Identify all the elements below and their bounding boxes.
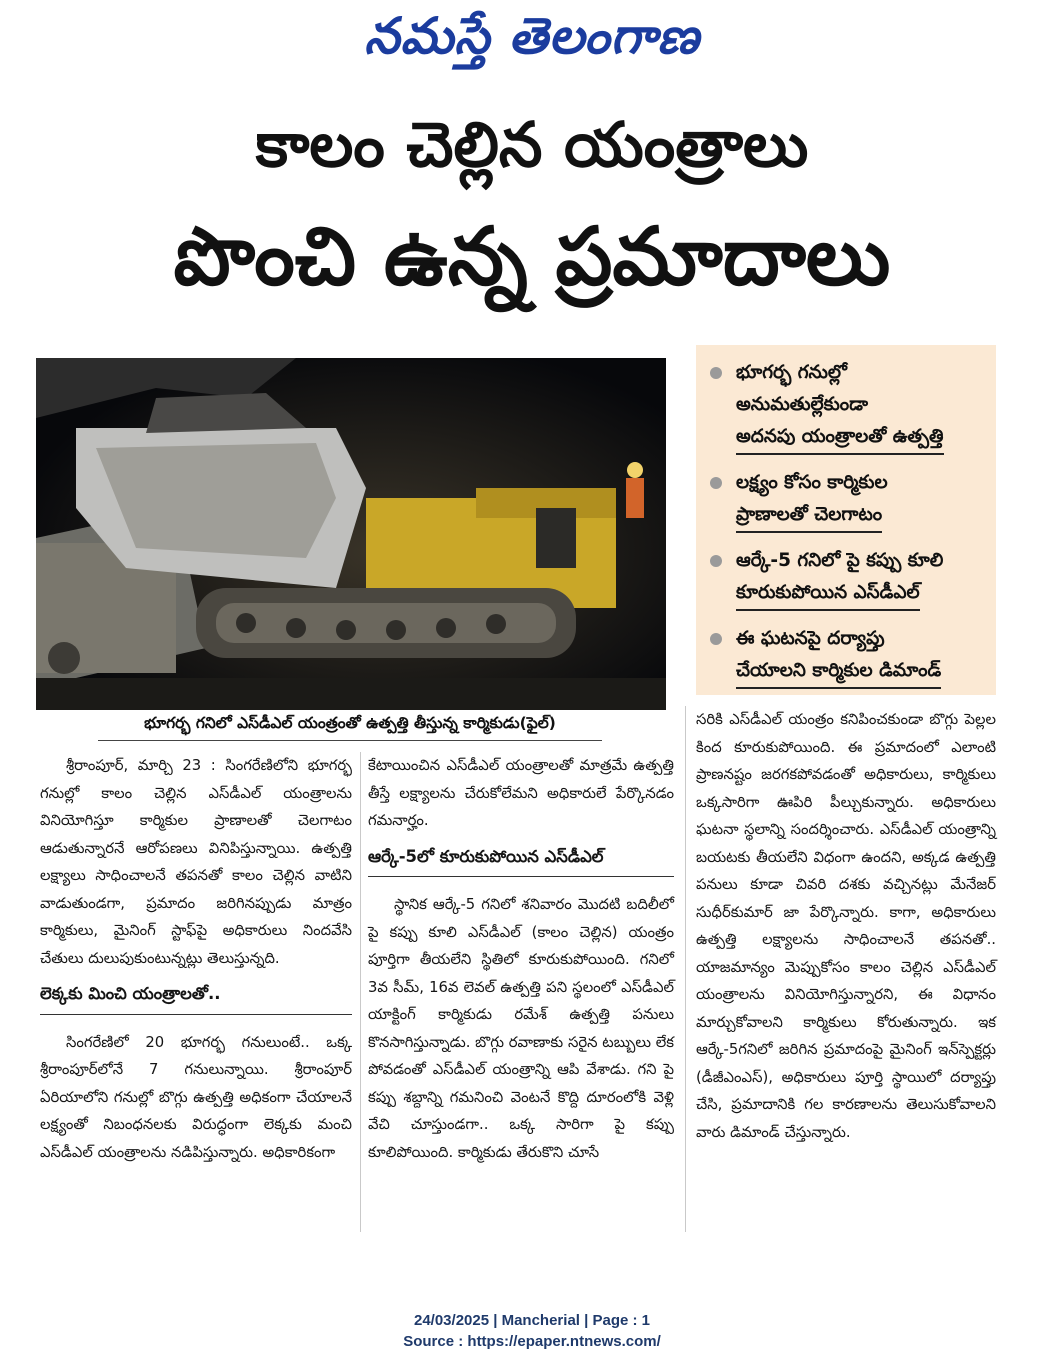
photo-caption: భూగర్భ గనిలో ఎస్‌డీఎల్ యంత్రంతో ఉత్పత్తి తీస్తున్న కార్మికుడు(ఫైల్) (98, 714, 602, 741)
highlight-line: ఈ ఘటనపై దర్యాప్తు (736, 628, 885, 649)
article-paragraph: కేటాయించిన ఎస్‌డీఎల్ యంత్రాలతో మాత్రమే ఉత్పత్తి తీస్తే లక్ష్యాలను చేరుకోలేమని అధికారులే పేర్కొనడం గమనార్హం. (368, 757, 674, 829)
bullet-icon (710, 477, 722, 489)
article-subheading: లెక్కకు మించి యంత్రాలతో.. (40, 980, 352, 1015)
highlight-line: చేయాలని కార్మికుల డిమాండ్ (736, 655, 941, 689)
article-paragraph: సరికి ఎస్‌డీఎల్ యంత్రం కనిపించకుండా బొగ్గు పెల్లల కింద కూరుకుపోయింది. ఈ ప్రమాదంలో ఎలాంటి ప్రాణనష్టం జరగకపోవడంతో అధికారులు, కార్మికులు ఒక్కసారిగా ఊపిరి పీల్చుకున్నారు. అధికారులు ఘటనా స్థలాన్ని సందర్శించారు. ఎస్‌డీఎల్ యంత్రాన్ని బయటకు తీయలేని విధంగా ఉందని, అక్కడ ఉత్పత్తి పనులు కూడా చివరి దశకు వచ్చినట్లు మేనేజర్ సుధీర్‌కుమార్ జా పేర్కొన్నారు. కాగా, అధికారులు ఉత్పత్తి లక్ష్యాలను సాధించాలనే తపనతో.. యాజమాన్యం మెప్పుకోసం కాలం చెల్లిన ఎస్‌డీఎల్ యంత్రాలను వినియోగిస్తున్నారని, ఈ విధానం మార్చుకోవాలని కార్మికులు కోరుతున్నారు. ఇక ఆర్కే-5గనిలో జరిగిన ప్రమాదంపై మైనింగ్ ఇన్‌స్పెక్టర్లు (డీజీఎంఎస్), అధికారులు పూర్తి స్థాయిలో దర్యాప్తు చేసి, ప్రమాదానికి గల కారణాలను తెలుసుకోవాలని వారు డిమాండ్ చేస్తున్నారు. (696, 711, 996, 1141)
highlight-line: అదనపు యంత్రాలతో ఉత్పత్తి (736, 421, 944, 455)
footer-source: Source : https://epaper.ntnews.com/ (403, 1333, 661, 1350)
highlight-line: ప్రాణాలతో చెలగాటం (736, 499, 882, 533)
column-divider (685, 706, 686, 1232)
footer-date-edition: 24/03/2025 | Mancherial | Page : 1 (413, 1312, 651, 1329)
article-paragraph: సింగరేణిలో 20 భూగర్భ గనులుంటే.. ఒక్క శ్రీరాంపూర్‌లోనే 7 గనులున్నాయి. శ్రీరాంపూర్ ఏరియాలోని గనుల్లో బొగ్గు ఉత్పత్తి అధికంగా చేయాలనే లక్ష్యంతో నిబంధనలకు విరుద్ధంగా లెక్కకు మంచి ఎస్‌డీఎల్ యంత్రాలను నడిపిస్తున్నారు. అధికారికంగా (40, 1033, 352, 1161)
article-paragraph: శ్రీరాంపూర్, మార్చి 23 : సింగరేణిలోని భూగర్భ గనుల్లో కాలం చెల్లిన ఎస్‌డీఎల్ యంత్రాలను వినియోగిస్తూ కార్మికుల ప్రాణాలతో చెలగాటం ఆడుతున్నారనే ఆరోపణలు వినిపిస్తున్నాయి. ఉత్పత్తి లక్ష్యాలు సాధించాలనే తపనతో కాలం చెల్లిన వాటిని వాడుతుండగా, ప్రమాదం జరిగినప్పుడు మాత్రం కార్మికులు, మైనింగ్ స్టాఫ్‌పై అధికారులు నిందవేసి చేతులు దులుపుకుంటున్నట్లు తెలుస్తున్నది. (40, 757, 352, 967)
article-subheading: ఆర్కే-5లో కూరుకుపోయిన ఎస్‌డీఎల్ (368, 843, 674, 878)
highlight-item (710, 357, 990, 455)
article-paragraph: స్థానిక ఆర్కే-5 గనిలో శనివారం మొదటి బదిలీలో పై కప్పు కూలి ఎస్‌డీఎల్ (కాలం చెల్లిన) యంత్రం పూర్తిగా తీయలేని స్థితిలో కూరుకుపోయింది. గనిలో 3వ సీమ్, 16వ లెవల్ ఉత్పత్తి పని స్థలంలో ఎస్‌డీఎల్ యాక్టింగ్ కార్మికుడు రమేశ్ ఉత్పత్తి పనులు కొనసాగిస్తున్నాడు. బొగ్గు రవాణాకు సరైన టబ్బులు లేక పోవడంతో ఎస్‌డీఎల్ యంత్రాన్ని ఆపి వేశాడు. గని పై కప్పు శబ్దాన్ని గమనించి వెంటనే కొద్ది దూరంలోకి వెళ్లి వేచి చూస్తుండగా.. ఒక్క సారిగా పై కప్పు కూలిపోయింది. కార్మికుడు తేరుకొని చూసే (368, 896, 674, 1161)
article-column-2 (368, 752, 674, 1166)
highlight-item (710, 623, 990, 689)
highlight-line: కూరుకుపోయిన ఎస్‌డీఎల్ (736, 577, 920, 611)
highlight-line: అనుమతుల్లేకుండా (736, 394, 868, 415)
bullet-icon (710, 633, 722, 645)
headline-line-2: పొంచి ఉన్న ప్రమాదాలు (173, 210, 891, 303)
highlight-line: భూగర్భ గనుల్లో (736, 362, 847, 383)
article-column-1 (40, 752, 352, 1166)
photo-illustration (36, 358, 666, 710)
masthead (0, 0, 1064, 80)
mine-machine-photo (36, 358, 666, 710)
bullet-icon (710, 555, 722, 567)
highlight-line: లక్ష్యం కోసం కార్మికుల (736, 472, 888, 493)
column-divider (360, 752, 361, 1232)
highlights-box (696, 345, 996, 695)
headline-line-1: కాలం చెల్లిన యంత్రాలు (255, 108, 809, 181)
highlight-line: ఆర్కే-5 గనిలో పై కప్పు కూలి (736, 550, 944, 571)
newspaper-logo: నమస్తే తెలంగాణ (364, 6, 700, 65)
bullet-icon (710, 367, 722, 379)
article-column-3 (696, 706, 996, 1146)
highlight-item (710, 545, 990, 611)
highlight-item (710, 467, 990, 533)
